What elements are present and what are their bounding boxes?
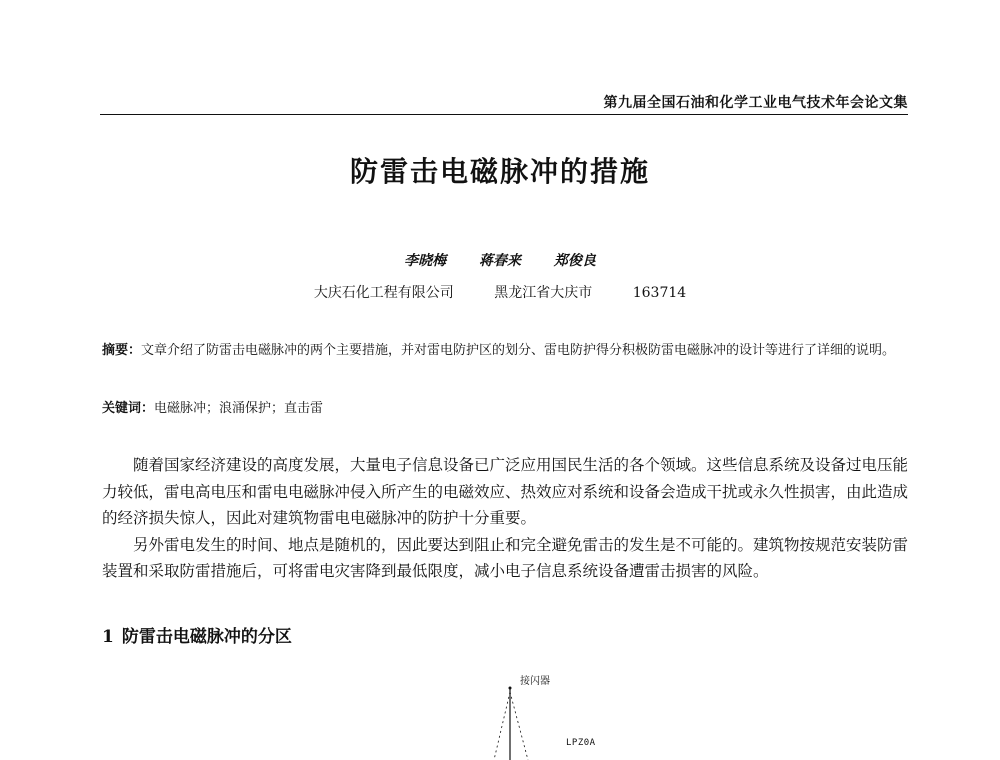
protection-boundary-right	[510, 692, 528, 760]
body-paragraph-1: 随着国家经济建设的高度发展，大量电子信息设备已广泛应用国民生活的各个领域。这些信息系统及设备过电压能力较低，雷电高电压和雷电电磁脉冲侵入所产生的电磁效应、热效应对系统和设备会造成干扰或永久性损害，由此造成的经济损失惊人，因此对建筑物雷电电磁脉冲的防护十分重要。	[102, 456, 909, 527]
affiliation	[0, 282, 1000, 302]
rod-tip	[509, 687, 512, 690]
keywords-label: 关键词：	[102, 401, 155, 416]
section-title: 防雷击电磁脉冲的分区	[121, 627, 292, 647]
header-rule	[100, 114, 908, 115]
running-head: 第九届全国石油和化学工业电气技术年会论文集	[603, 95, 908, 111]
body-text	[102, 452, 908, 585]
protection-boundary-left	[494, 692, 510, 760]
lpz-figure	[480, 668, 640, 760]
lightning-rod-diagram	[480, 668, 640, 760]
affiliation-place: 黑龙江省大庆市	[494, 285, 593, 301]
abstract-label: 摘要：	[102, 343, 142, 358]
figure-label-zone: LPZ0A	[566, 738, 596, 748]
abstract	[102, 338, 908, 363]
body-paragraph-2: 另外雷电发生的时间、地点是随机的，因此要达到阻止和完全避免雷击的发生是不可能的。建筑物按规范安装防雷装置和采取防雷措施后，可将雷电灾害降到最低限度，减小电子信息系统设备遭雷击损害的风险。	[102, 535, 909, 580]
keywords-text: 电磁脉冲；浪涌保护；直击雷	[154, 401, 324, 416]
affiliation-org: 大庆石化工程有限公司	[313, 285, 454, 301]
keywords	[102, 397, 908, 416]
section-heading	[102, 622, 292, 647]
author-list	[0, 250, 1000, 270]
author-3: 郑俊良	[553, 253, 596, 269]
abstract-text: 文章介绍了防雷击电磁脉冲的两个主要措施，并对雷电防护区的划分、雷电防护得分积极防雷电磁脉冲的设计等进行了详细的说明。	[141, 343, 896, 358]
author-1: 李晓梅	[404, 253, 447, 269]
author-2: 蒋春来	[479, 253, 521, 269]
paper-title: 防雷击电磁脉冲的措施	[349, 155, 650, 188]
affiliation-postcode: 163714	[632, 285, 687, 301]
section-number: 1	[102, 627, 114, 647]
figure-label-air-terminal: 接闪器	[520, 676, 550, 687]
